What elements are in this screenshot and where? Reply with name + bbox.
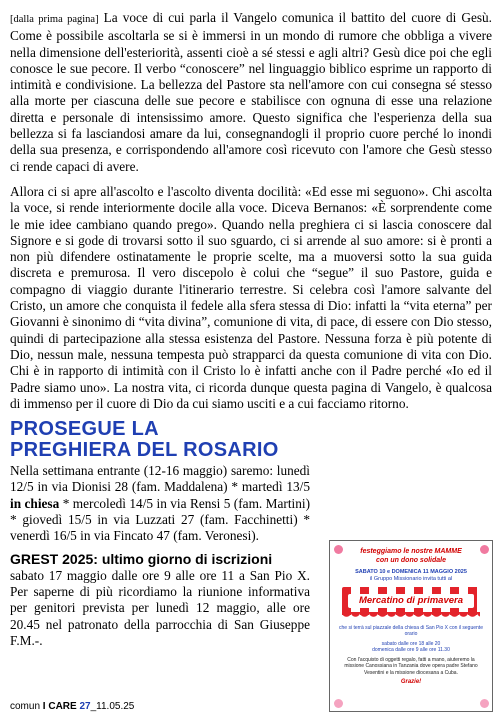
rosario-heading xyxy=(10,419,310,461)
flower-icon xyxy=(334,545,343,554)
footer-brand: I CARE xyxy=(42,701,77,712)
footer-prefix: comun xyxy=(10,701,43,712)
rosario-text-before: Nella settimana entrante (12-16 maggio) saremo: lunedì 12/5 in via Dionisi 28 (fam. Maddalena) * martedì 13/5 xyxy=(10,463,310,495)
flower-icon xyxy=(480,545,489,554)
poster-group: il Gruppo Missionario invita tutti al xyxy=(369,576,453,582)
footer-date: _11.05.25 xyxy=(90,701,135,712)
poster-top-line1: festeggiamo le nostre MAMME xyxy=(360,548,462,555)
poster-body-1: che si terrà sul piazzale della chiesa di San Pio X con il seguente orario xyxy=(339,625,483,638)
poster-date: SABATO 10 e DOMENICA 11 MAGGIO 2025 xyxy=(355,569,467,575)
rosario-heading-line1: PROSEGUE LA xyxy=(10,418,159,441)
market-awning xyxy=(342,587,480,623)
article-text-2: Allora ci si apre all'ascolto e l'ascolto diventa docilità: «Ed esse mi seguono». Chi ascolta la voce, si rende interiormente docile alla voce. Diceva Bernanos: «È sorprendente come le mie idee cambiano quando prego». Quando nella preghiera ci si lascia conoscere dal Signore e si gode di trovarsi sotto il suo sguardo, ci si arrende al suo amore: si è pronti a non più difendere ostinatamente le proprie scelte, ma a muoversi sotto la sua guida discreta e premurosa. Il vero discepolo è colui che “segue” il suo Pastore, guida e compagno di viaggio durante l'itinerario terrestre. Si celebra così l'amore salvante del Cristo, un amore che conquista il fedele alla sfera stessa di Dio: infatti la “vita eterna” per Giovanni è sinonimo di “vita divina”, comunione di vita, di pace, di essere con Dio stesso, quindi di partecipazione alla stessa esistenza del Pastore. Nessuna forza è più potente di Dio, nessun male, nessuna tempesta può strapparci da questa comunione di vita con Dio. Chi è in rapporto di intimità con il Cristo lo è infatti anche con il Padre perché «Io ed il Padre siamo uno». La nostra vita, ci ricorda dunque questa pagina di Vangelo, è qualcosa di immenso per il cuore di Dio da cui siamo usciti e a cui facciamo ritorno. xyxy=(10,183,492,411)
footer-issue: 27 xyxy=(79,701,91,712)
article-paragraph-2 xyxy=(10,184,492,412)
poster-body-4: Con l'acquisto di oggetti regalo, fatti a mano, aiuteremo la missione Canossiana in Tanzania dove opera padre Stefano Vesentini e la missione diocesana a Cuba. xyxy=(344,657,478,676)
flower-icon xyxy=(480,699,489,708)
article-paragraph-1 xyxy=(10,10,492,175)
flower-icon xyxy=(334,699,343,708)
rosario-text-after: * mercoledì 14/5 in via Rensi 5 (fam. Martini) * giovedì 15/5 in via Luzzati 27 (fam. Facchinetti) * venerdì 16/5 in via Fincato 47 (fam. Veronesi). xyxy=(10,495,310,544)
poster-thanks: Grazie! xyxy=(400,679,422,686)
mercatino-poster xyxy=(329,540,493,712)
awning-scallop xyxy=(342,612,480,620)
poster-title: Mercatino di primavera xyxy=(348,594,474,608)
poster-body-3: domenica dalle ore 9 alle ore 11.30 xyxy=(372,646,450,653)
grest-text: sabato 17 maggio dalle ore 9 alle ore 11 a San Pio X. Per saperne di più ricordiamo la riunione informativa per genitori prevista per lunedì 12 maggio, alle ore 20.45 nel patronato della parrocchia di San Giuseppe F.M.-. xyxy=(10,567,310,648)
rosario-text xyxy=(10,463,310,544)
left-column xyxy=(10,419,310,649)
rosario-text-bold: in chiesa xyxy=(10,495,60,511)
page-footer xyxy=(10,701,134,712)
grest-heading: GREST 2025: ultimo giorno di iscrizioni xyxy=(10,550,273,567)
poster-top-line2: con un dono solidale xyxy=(376,557,446,564)
article-tag: [dalla prima pagina] xyxy=(10,14,99,25)
article-text-1: La voce di cui parla il Vangelo comunica il battito del cuore di Gesù. Come è possibile ascoltarla se si è immersi in un mondo di rumore che obbliga a vivere nella dimensione dell'esteriorità, assenti cioè a sé stessi e agli altri? Gesù dice poi che egli conosce le sue pecore. Il verbo “conoscere” nel linguaggio biblico esprime un rapporto di intimità e condivisione. La bellezza del Pastore sta nell'amore con cui consegna sé stesso alla morte per ciascuna delle sue pecore e stabilisce con ognuna di esse una relazione diretta e personale di intensissimo amore. Questo significa che l'esperienza della sua bellezza si fa lasciandosi amare da lui, consegnandogli il proprio cuore perché lo inondi della sua presenza, e corrispondendo all'amore così ricevuto con l'amore che Gesù stesso ci rende capaci di avere. xyxy=(10,10,492,174)
poster-body-2: sabato dalle ore 18 alle 20 xyxy=(381,640,441,647)
rosario-heading-line2: PREGHIERA DEL ROSARIO xyxy=(10,439,279,462)
poster-top-text xyxy=(330,547,492,565)
